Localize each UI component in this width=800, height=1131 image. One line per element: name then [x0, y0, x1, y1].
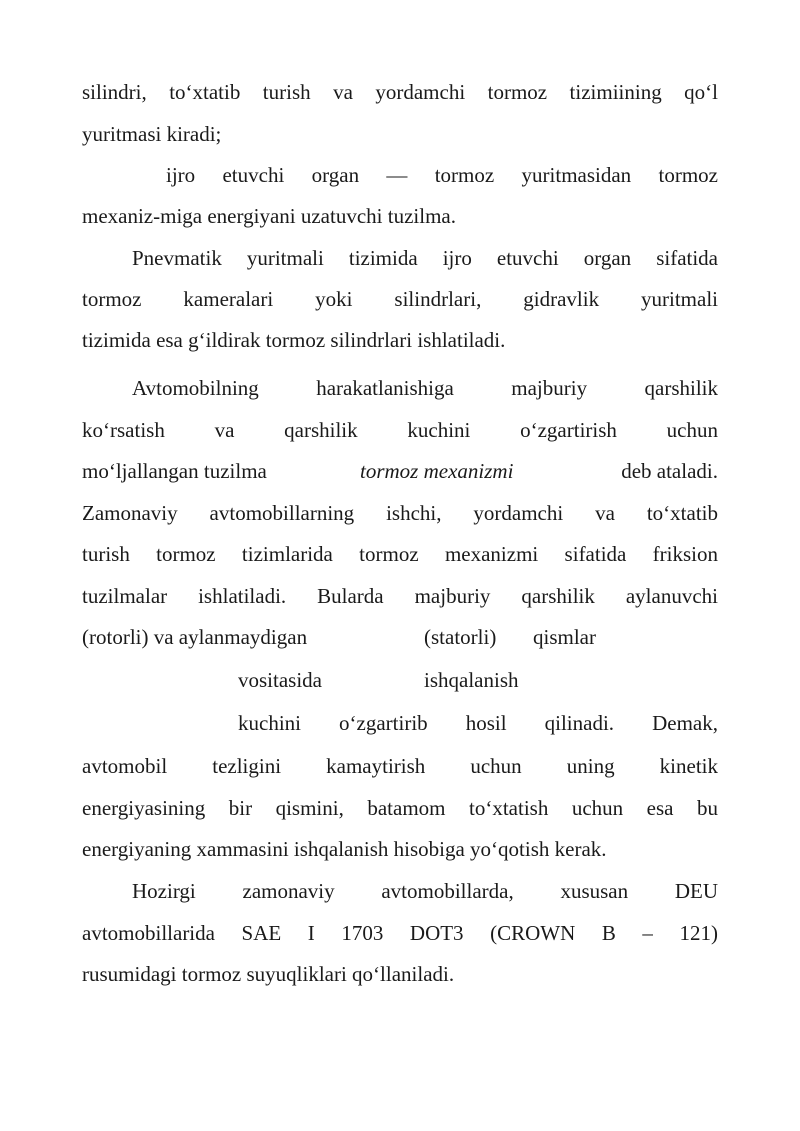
text-segment: qismlar [533, 625, 596, 649]
text-line: turish tormoz tizimlarida tormoz mexanizmi sifatida friksion [82, 542, 718, 566]
text-line-with-term [82, 456, 718, 486]
text-line-split [82, 665, 718, 695]
text-segment: (rotorli) va aylanmaydigan [82, 625, 308, 649]
text-line: avtomobillarida SAE I 1703 DOT3 (CROWN B – 121) [82, 921, 718, 945]
text-line: Zamonaviy avtomobillarning ishchi, yordamchi va to‘xtatib [82, 501, 718, 525]
text-line: silindri, to‘xtatib turish va yordamchi tormoz tizimiining qo‘l [82, 80, 718, 104]
text-line: ko‘rsatish va qarshilik kuchini o‘zgartirish uchun [82, 418, 718, 442]
text-line-split [82, 622, 718, 652]
text-segment: (statorli) [424, 625, 497, 649]
text-line: tormoz kameralari yoki silindrlari, gidravlik yuritmali [82, 287, 718, 311]
text-segment: deb ataladi. [621, 459, 718, 483]
text-line: tuzilmalar ishlatiladi. Bularda majburiy qarshilik aylanuvchi [82, 584, 718, 608]
text-line: ijro etuvchi organ — tormoz yuritmasidan tormoz [166, 163, 718, 187]
italic-term: tormoz mexanizmi [360, 459, 514, 483]
text-line: yuritmasi kiradi; [82, 122, 222, 146]
text-line: energiyaning xammasini ishqalanish hisobiga yo‘qotish kerak. [82, 837, 607, 861]
text-segment: vositasida [238, 668, 322, 692]
text-line: avtomobil tezligini kamaytirish uchun uning kinetik [82, 754, 718, 778]
text-line: tizimida esa g‘ildirak tormoz silindrlari ishlatiladi. [82, 328, 506, 352]
text-line: energiyasining bir qismini, batamom to‘xtatish uchun esa bu [82, 796, 718, 820]
text-line: Pnevmatik yuritmali tizimida ijro etuvchi organ sifatida [132, 246, 718, 270]
text-line: Avtomobilning harakatlanishiga majburiy qarshilik [132, 376, 718, 400]
text-line: mexaniz-miga energiyani uzatuvchi tuzilma. [82, 204, 456, 228]
text-line: Hozirgi zamonaviy avtomobillarda, xususan DEU [132, 879, 718, 903]
text-segment: ishqalanish [424, 668, 519, 692]
text-segment: mo‘ljallangan tuzilma [82, 459, 267, 483]
text-line: rusumidagi tormoz suyuqliklari qo‘llaniladi. [82, 962, 455, 986]
text-line: kuchini o‘zgartirib hosil qilinadi. Demak, [238, 711, 718, 735]
